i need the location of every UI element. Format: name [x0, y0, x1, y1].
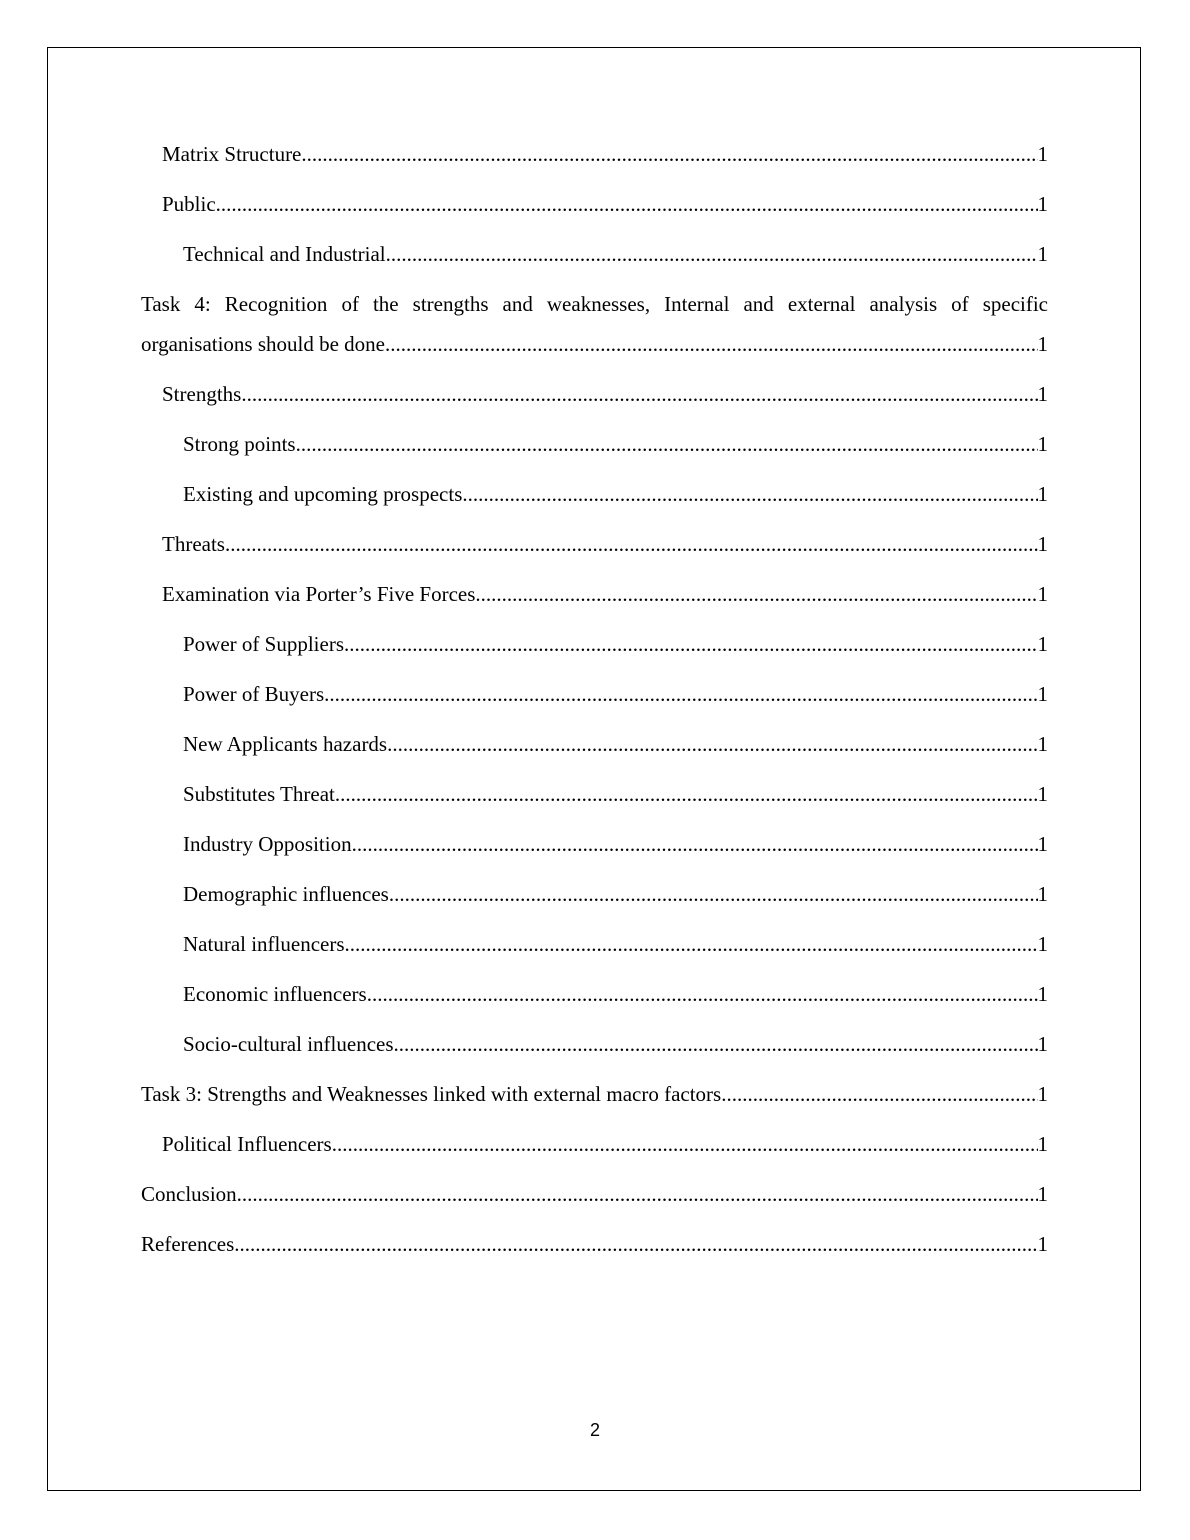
- dot-leader: [324, 674, 1037, 714]
- toc-entry-text: Public: [162, 184, 216, 224]
- toc-entry-text: Socio-cultural influences: [183, 1024, 394, 1064]
- toc-page-number: 1: [1037, 732, 1048, 756]
- toc-page-number: 1: [1037, 532, 1048, 556]
- dot-leader: [394, 1024, 1038, 1064]
- toc-entry-text: Threats: [162, 524, 225, 564]
- toc-entry-text: Industry Opposition: [183, 824, 352, 864]
- toc-entry-text: Matrix Structure: [162, 134, 301, 174]
- toc-entry-text: References: [141, 1224, 234, 1264]
- toc-page-number: 1: [1037, 982, 1048, 1006]
- dot-leader: [352, 824, 1038, 864]
- toc-entry-text: Task 3: Strengths and Weaknesses linked with external macro factors: [141, 1074, 721, 1114]
- dot-leader: [344, 624, 1038, 664]
- dot-leader: [237, 1174, 1038, 1214]
- toc-entry-conclusion[interactable]: [141, 1174, 1048, 1214]
- dot-leader: [216, 184, 1038, 224]
- toc-entry-power-of-suppliers[interactable]: [141, 624, 1048, 664]
- dot-leader: [225, 524, 1038, 564]
- toc-page-number: 1: [1037, 242, 1048, 266]
- toc-entry-threats[interactable]: [141, 524, 1048, 564]
- toc-entry-text: Examination via Porter’s Five Forces: [162, 574, 475, 614]
- toc-entry-text: Power of Suppliers: [183, 624, 344, 664]
- toc-page-number: 1: [1037, 1232, 1048, 1256]
- dot-leader: [367, 974, 1038, 1014]
- dot-leader: [389, 874, 1038, 914]
- dot-leader: [301, 134, 1037, 174]
- toc-entry-substitutes-threat[interactable]: [141, 774, 1048, 814]
- dot-leader: [387, 724, 1037, 764]
- footer-page-number: 2: [589, 1420, 600, 1440]
- toc-entry-demographic-influences[interactable]: [141, 874, 1048, 914]
- toc-entry-public[interactable]: [141, 184, 1048, 224]
- toc-page-number: 1: [1037, 1082, 1048, 1106]
- dot-leader: [475, 574, 1037, 614]
- toc-entry-text: Existing and upcoming prospects: [183, 474, 462, 514]
- toc-entry-text: Strengths: [162, 374, 241, 414]
- toc-page-number: 1: [1037, 682, 1048, 706]
- dot-leader: [721, 1074, 1037, 1114]
- toc-entry-text: Conclusion: [141, 1174, 237, 1214]
- toc-entry-strong-points[interactable]: [141, 424, 1048, 464]
- toc-entry-matrix-structure[interactable]: [141, 134, 1048, 174]
- toc-page-number: 1: [1037, 1132, 1048, 1156]
- toc-entry-text: Power of Buyers: [183, 674, 324, 714]
- toc-entry-strengths[interactable]: [141, 374, 1048, 414]
- toc-entry-text: Demographic influences: [183, 874, 389, 914]
- toc-entry-references[interactable]: [141, 1224, 1048, 1264]
- dot-leader: [345, 924, 1038, 964]
- toc-entry-text: Substitutes Threat: [183, 774, 335, 814]
- toc-page-number: 1: [1037, 432, 1048, 456]
- toc-page-number: 1: [1037, 582, 1048, 606]
- toc-page-number: 1: [1037, 932, 1048, 956]
- dot-leader: [332, 1124, 1038, 1164]
- toc-page-number: 1: [1037, 332, 1048, 356]
- toc-entry-industry-opposition[interactable]: [141, 824, 1048, 864]
- toc-page-number: 1: [1037, 1032, 1048, 1056]
- toc-entry-existing-and-upcoming-prospects[interactable]: [141, 474, 1048, 514]
- dot-leader: [462, 474, 1037, 514]
- toc-entry-text: Natural influencers: [183, 924, 345, 964]
- toc-entry-natural-influencers[interactable]: [141, 924, 1048, 964]
- toc-page-number: 1: [1037, 632, 1048, 656]
- toc-entry-task-4[interactable]: [141, 284, 1048, 364]
- toc-entry-socio-cultural-influences[interactable]: [141, 1024, 1048, 1064]
- toc-page-number: 1: [1037, 832, 1048, 856]
- table-of-contents: [141, 134, 1048, 1274]
- dot-leader: [385, 324, 1037, 364]
- toc-entry-text-line-2: organisations should be done: [141, 324, 385, 364]
- toc-page-number: 1: [1037, 382, 1048, 406]
- dot-leader: [234, 1224, 1037, 1264]
- dot-leader: [296, 424, 1038, 464]
- dot-leader: [386, 234, 1038, 274]
- toc-entry-economic-influencers[interactable]: [141, 974, 1048, 1014]
- toc-entry-new-applicants-hazards[interactable]: [141, 724, 1048, 764]
- toc-page-number: 1: [1037, 882, 1048, 906]
- toc-entry-text: Strong points: [183, 424, 296, 464]
- toc-page-number: 1: [1037, 1182, 1048, 1206]
- toc-entry-power-of-buyers[interactable]: [141, 674, 1048, 714]
- dot-leader: [241, 374, 1037, 414]
- toc-page-number: 1: [1037, 142, 1048, 166]
- toc-page-number: 1: [1037, 782, 1048, 806]
- toc-entry-task-3[interactable]: [141, 1074, 1048, 1114]
- toc-entry-text: New Applicants hazards: [183, 724, 387, 764]
- toc-entry-text: Economic influencers: [183, 974, 367, 1014]
- toc-entry-porters-five-forces[interactable]: [141, 574, 1048, 614]
- toc-page-number: 1: [1037, 192, 1048, 216]
- toc-entry-political-influencers[interactable]: [141, 1124, 1048, 1164]
- toc-entry-text-line-1: Task 4: Recognition of the strengths and weaknesses, Internal and external analysis of specific: [141, 292, 1048, 316]
- toc-entry-text: Political Influencers: [162, 1124, 332, 1164]
- dot-leader: [335, 774, 1038, 814]
- toc-entry-technical-and-industrial[interactable]: [141, 234, 1048, 274]
- toc-entry-text: Technical and Industrial: [183, 234, 386, 274]
- toc-page-number: 1: [1037, 482, 1048, 506]
